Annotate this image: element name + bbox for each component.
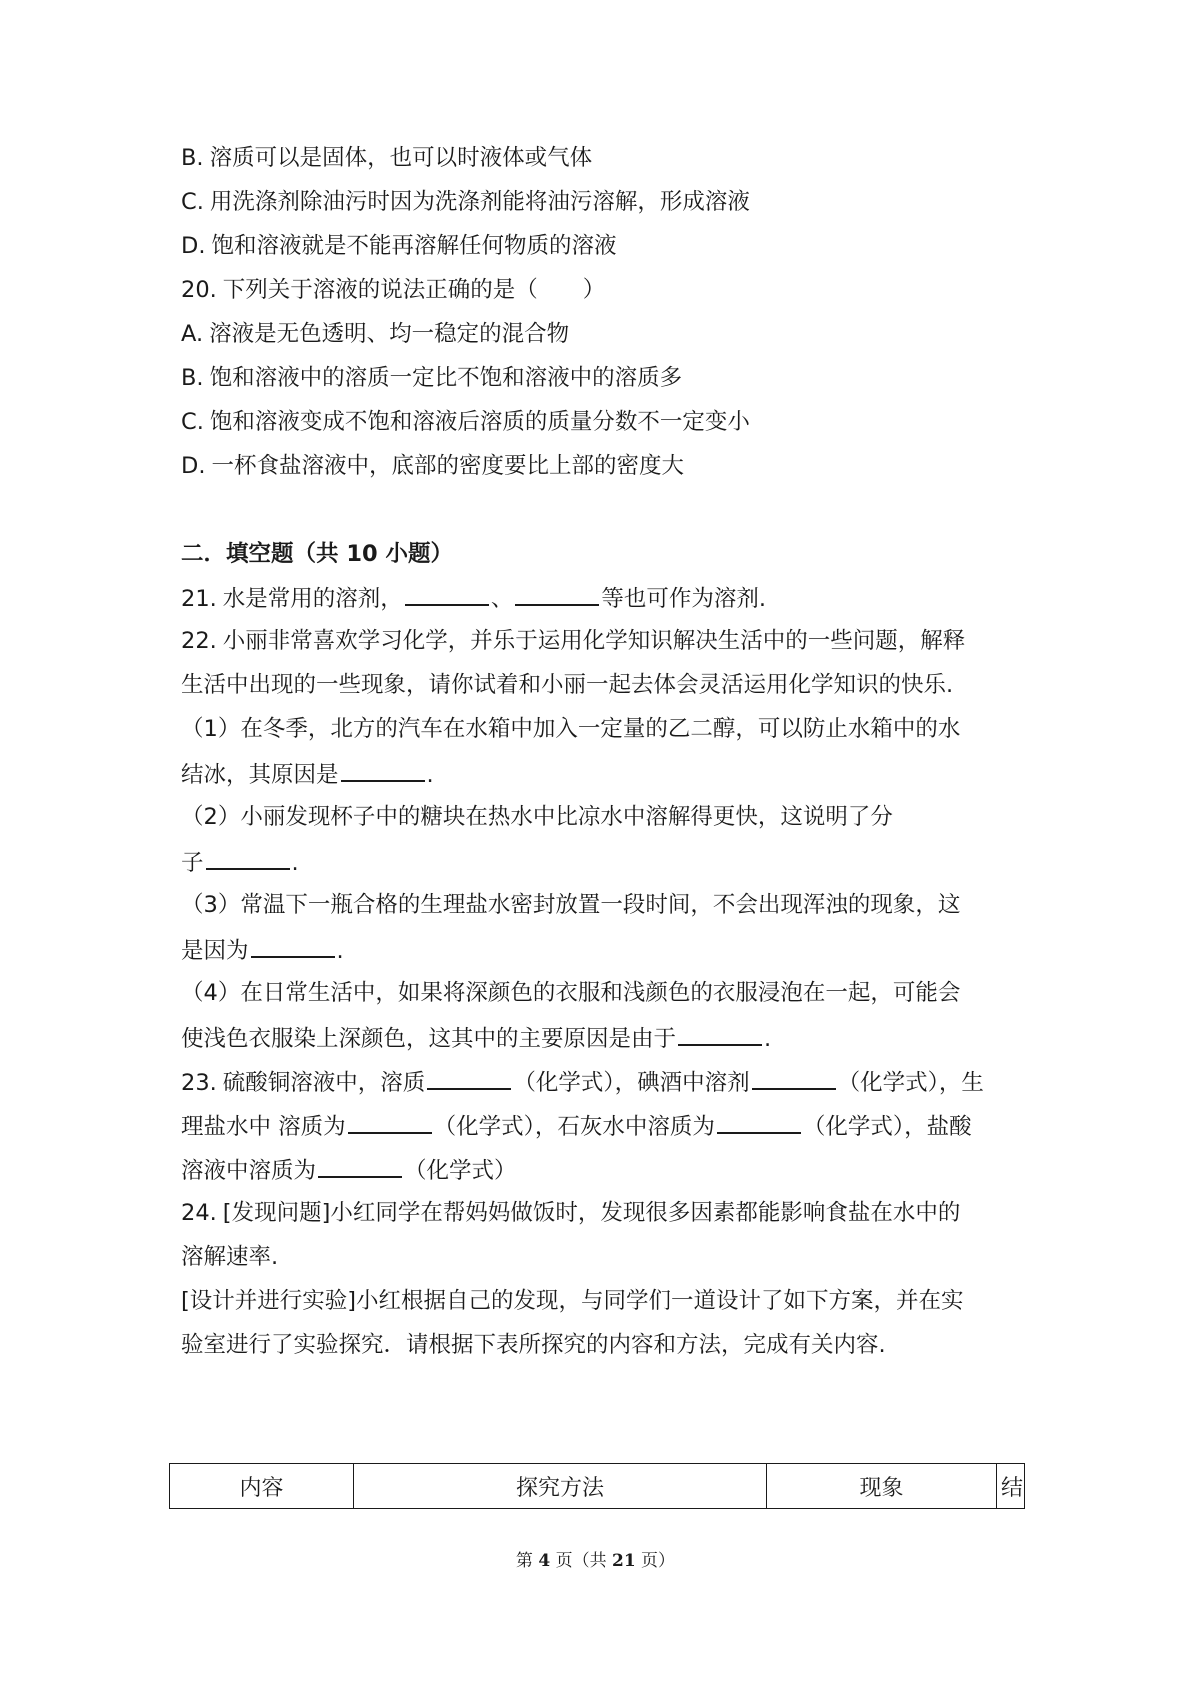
page-number: 4	[538, 1551, 551, 1571]
answer-blank	[515, 582, 599, 606]
answer-blank	[251, 934, 335, 958]
question-number: 24.	[181, 1200, 217, 1226]
question-text: 小丽非常喜欢学习化学，并乐于运用化学知识解决生活中的一些问题，解释	[222, 628, 966, 654]
option-label: B.	[181, 365, 204, 391]
table-header-cell: 现象	[767, 1464, 997, 1508]
table-header-cell: 结	[1001, 1475, 1024, 1501]
question-text: 水是常用的溶剂，	[222, 586, 403, 612]
answer-blank	[717, 1110, 801, 1134]
q24-line1	[181, 1198, 1021, 1228]
q22-sub2-line2	[181, 846, 1021, 878]
question-text: （化学式），生	[837, 1070, 984, 1096]
q23-line2	[181, 1110, 1021, 1142]
question-text: 理盐水中 溶质为	[181, 1114, 346, 1140]
q23-line1	[181, 1066, 1021, 1098]
answer-blank	[427, 1066, 511, 1090]
q22-sub3-line2	[181, 934, 1021, 966]
option-text: 饱和溶液变成不饱和溶液后溶质的质量分数不一定变小	[209, 409, 750, 435]
answer-blank	[341, 758, 425, 782]
q24-line4: 验室进行了实验探究．请根据下表所探究的内容和方法，完成有关内容.	[181, 1332, 886, 1358]
q20-stem	[181, 275, 1021, 305]
question-text: 硫酸铜溶液中，溶质	[222, 1070, 426, 1096]
q19-option-b	[181, 143, 1021, 173]
question-text: 溶液中溶质为	[181, 1158, 317, 1184]
option-label: C.	[181, 189, 204, 215]
q23-line3	[181, 1154, 1021, 1186]
q19-option-d	[181, 231, 1021, 261]
question-text: 等也可作为溶剂.	[601, 586, 766, 612]
page-footer	[0, 1546, 1191, 1571]
experiment-table	[169, 1463, 1025, 1509]
answer-blank	[405, 582, 489, 606]
q24-line3: [设计并进行实验]小红根据自己的发现，与同学们一道设计了如下方案，并在实	[181, 1288, 964, 1314]
question-text: （化学式），盐酸	[802, 1114, 972, 1140]
footer-text: 页）	[635, 1551, 676, 1571]
option-text: 饱和溶液就是不能再溶解任何物质的溶液	[211, 233, 617, 259]
question-text: （化学式）	[404, 1158, 517, 1184]
q20-option-a	[181, 319, 1021, 349]
option-label: D.	[181, 453, 206, 479]
option-text: 溶质可以是固体，也可以时液体或气体	[209, 145, 593, 171]
q22-sub4-line1: （4）在日常生活中，如果将深颜色的衣服和浅颜色的衣服浸泡在一起，可能会	[181, 980, 961, 1006]
question-text: 子	[181, 850, 204, 876]
question-text: 下列关于溶液的说法正确的是（ ）	[222, 277, 606, 303]
q22-sub3-line1: （3）常温下一瓶合格的生理盐水密封放置一段时间，不会出现浑浊的现象，这	[181, 892, 961, 918]
section-heading: 二．填空题（共 10 小题）	[181, 541, 453, 567]
question-text: 、	[490, 586, 514, 612]
q20-option-d	[181, 451, 1021, 481]
q20-option-b	[181, 363, 1021, 393]
answer-blank	[752, 1066, 836, 1090]
question-number: 23.	[181, 1070, 217, 1096]
q22-sub1-line1: （1）在冬季，北方的汽车在水箱中加入一定量的乙二醇，可以防止水箱中的水	[181, 716, 961, 742]
punctuation: .	[426, 762, 434, 788]
question-number: 21.	[181, 586, 217, 612]
option-label: A.	[181, 321, 204, 347]
question-text: 使浅色衣服染上深颜色，这其中的主要原因是由于	[181, 1026, 677, 1052]
q24-line2: 溶解速率.	[181, 1244, 279, 1270]
question-text: （化学式），碘酒中溶剂	[513, 1070, 750, 1096]
footer-text: 第	[515, 1551, 539, 1571]
question-text: 是因为	[181, 938, 249, 964]
question-number: 20.	[181, 277, 217, 303]
option-label: D.	[181, 233, 206, 259]
q22-line2: 生活中出现的一些现象，请你试着和小丽一起去体会灵活运用化学知识的快乐.	[181, 672, 954, 698]
answer-blank	[678, 1022, 762, 1046]
q19-option-c	[181, 187, 1021, 217]
punctuation: .	[764, 1026, 772, 1052]
question-number: 22.	[181, 628, 217, 654]
answer-blank	[318, 1154, 402, 1178]
option-label: C.	[181, 409, 204, 435]
option-label: B.	[181, 145, 204, 171]
option-text: 一杯食盐溶液中，底部的密度要比上部的密度大	[211, 453, 684, 479]
option-text: 用洗涤剂除油污时因为洗涤剂能将油污溶解，形成溶液	[209, 189, 750, 215]
table-header-cell: 探究方法	[354, 1464, 767, 1508]
q21	[181, 582, 1021, 614]
table-header-cell: 内容	[170, 1464, 354, 1508]
punctuation: .	[291, 850, 299, 876]
answer-blank	[348, 1110, 432, 1134]
question-text: [发现问题]小红同学在帮妈妈做饭时，发现很多因素都能影响食盐在水中的	[222, 1200, 961, 1226]
option-text: 溶液是无色透明、均一稳定的混合物	[209, 321, 570, 347]
q20-option-c	[181, 407, 1021, 437]
answer-blank	[206, 846, 290, 870]
question-text: （化学式），石灰水中溶质为	[433, 1114, 715, 1140]
total-pages: 21	[611, 1551, 636, 1571]
q22-sub1-line2	[181, 758, 1021, 790]
q22-sub2-line1: （2）小丽发现杯子中的糖块在热水中比凉水中溶解得更快，这说明了分	[181, 804, 893, 830]
option-text: 饱和溶液中的溶质一定比不饱和溶液中的溶质多	[209, 365, 683, 391]
question-text: 结冰，其原因是	[181, 762, 339, 788]
footer-text: 页（共	[550, 1551, 612, 1571]
q22-line1	[181, 626, 1021, 656]
q22-sub4-line2	[181, 1022, 1021, 1054]
punctuation: .	[336, 938, 344, 964]
